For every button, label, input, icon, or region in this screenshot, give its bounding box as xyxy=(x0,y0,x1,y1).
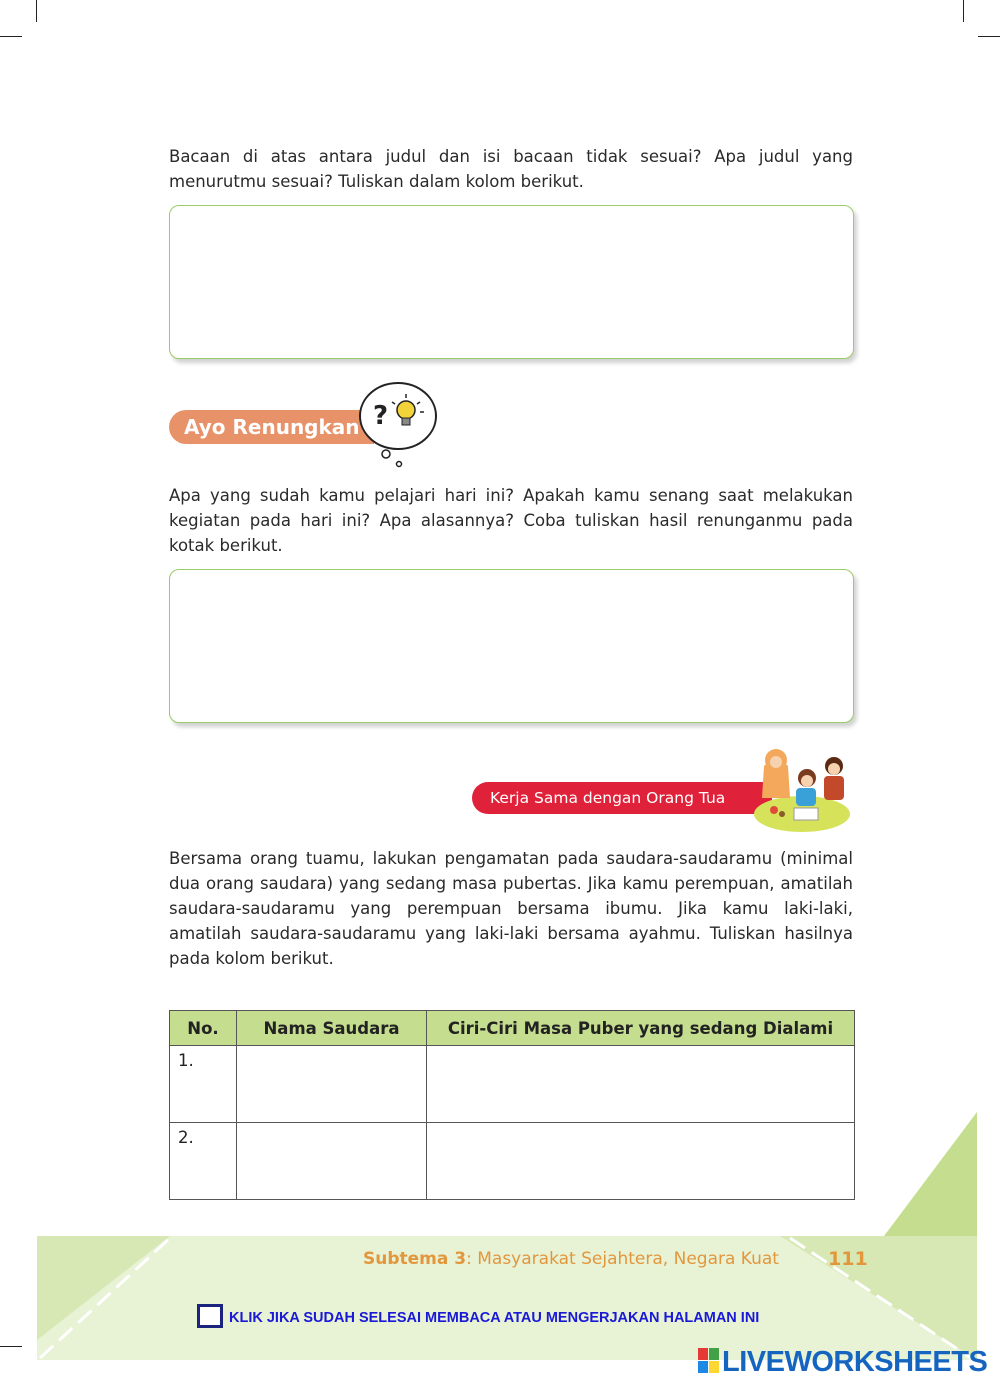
crop-mark xyxy=(0,36,22,37)
column-header-name: Nama Saudara xyxy=(237,1011,427,1046)
family-illustration xyxy=(750,744,856,836)
footer-subtema-label: Subtema 3 xyxy=(363,1249,467,1269)
instruction-paragraph-title: Bacaan di atas antara judul dan isi bacaan tidak sesuai? Apa judul yang menurutmu sesuai? Tuliskan dalam kolom berikut. xyxy=(169,147,853,191)
table-cell-no: 2. xyxy=(170,1123,237,1200)
column-header-traits: Ciri-Ciri Masa Puber yang sedang Dialami xyxy=(427,1011,855,1046)
completion-label[interactable]: KLIK JIKA SUDAH SELESAI MEMBACA ATAU MENGERJAKAN HALAMAN INI xyxy=(229,1310,760,1326)
crop-mark xyxy=(963,0,964,22)
section-heading-parents: Kerja Sama dengan Orang Tua xyxy=(472,782,772,814)
liveworksheets-logo-icon xyxy=(698,1348,720,1374)
instruction-paragraph-reflect: Apa yang sudah kamu pelajari hari ini? Apakah kamu senang saat melakukan kegiatan pada hari ini? Apa alasannya? Coba tuliskan hasil renunganmu pada kotak berikut. xyxy=(169,486,853,555)
crop-mark xyxy=(36,0,37,22)
section-heading-reflect: Ayo Renungkan xyxy=(169,410,374,444)
question-lightbulb-icon xyxy=(356,380,440,470)
completion-checkbox[interactable] xyxy=(197,1304,223,1328)
liveworksheets-brand: LIVEWORKSHEETS xyxy=(722,1346,988,1378)
instruction-paragraph-observation: Bersama orang tuamu, lakukan pengamatan pada saudara-saudaramu (minimal dua orang saudara) yang sedang masa pubertas. Jika kamu perempuan, amatilah saudara-saudaramu yang perempuan bersama ibumu. Jika kamu laki-laki, amatilah saudara-saudaramu yang laki-laki bersama ayahmu. Tuliskan hasilnya pada kolom berikut. xyxy=(169,849,853,968)
answer-box-title[interactable] xyxy=(169,205,854,359)
table-header-row xyxy=(170,1011,855,1046)
answer-box-reflect[interactable] xyxy=(169,569,854,723)
table-cell-no: 1. xyxy=(170,1046,237,1123)
crop-mark xyxy=(978,36,1000,37)
footer-subtema xyxy=(363,1249,779,1269)
svg-text:?: ? xyxy=(373,401,389,431)
footer-decoration xyxy=(0,1100,1000,1384)
column-header-no: No. xyxy=(170,1011,237,1046)
footer-subtema-title: : Masyarakat Sejahtera, Negara Kuat xyxy=(466,1249,779,1269)
page-number: 111 xyxy=(828,1248,868,1270)
